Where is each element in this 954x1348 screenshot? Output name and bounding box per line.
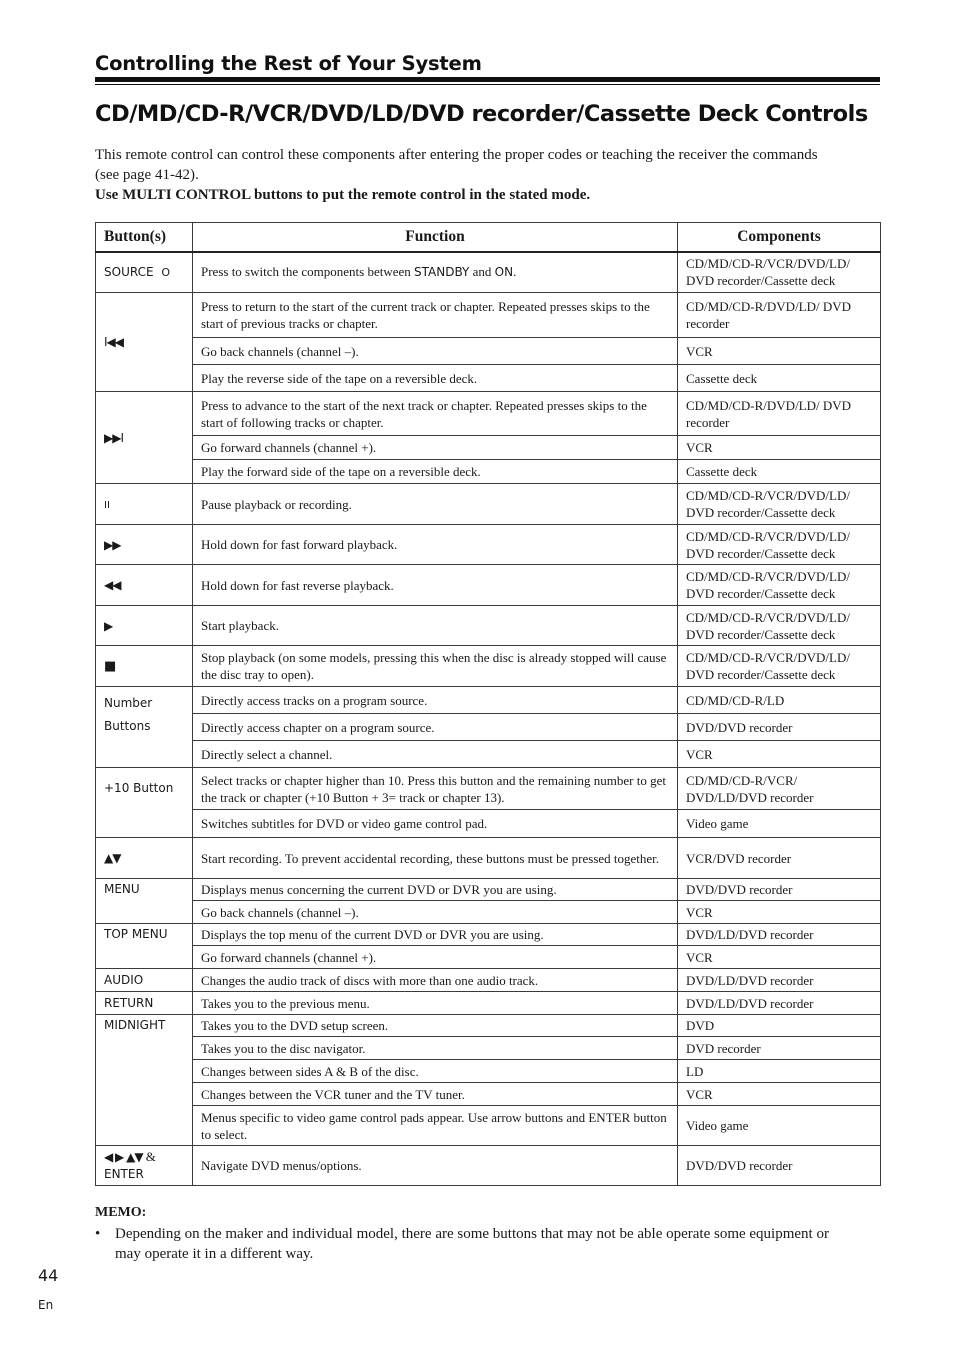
function-cell: Displays the top menu of the current DVD or DVR you are using. [193, 924, 678, 946]
memo-title: MEMO: [95, 1205, 147, 1220]
previous-track-icon: I◀◀ [104, 335, 123, 349]
function-cell: Go forward channels (channel +). [193, 946, 678, 969]
function-cell: Pause playback or recording. [193, 484, 678, 525]
table-row [96, 810, 881, 838]
components-cell: DVD/DVD recorder [678, 1146, 881, 1186]
components-cell: CD/MD/CD-R/LD [678, 687, 881, 714]
table-row [96, 768, 881, 810]
arrow-keys-icon: ◀ ▶ ▲▼ [104, 1150, 143, 1164]
enter-label: ENTER [104, 1167, 144, 1181]
ampersand-label: & [145, 1149, 156, 1164]
components-cell: CD/MD/CD-R/VCR/ DVD/LD/DVD recorder [678, 768, 881, 810]
table-row [96, 565, 881, 606]
table-row [96, 436, 881, 460]
components-cell: CD/MD/CD-R/VCR/DVD/LD/ DVD recorder/Cassette deck [678, 525, 881, 565]
components-cell: DVD [678, 1015, 881, 1037]
components-cell: DVD/LD/DVD recorder [678, 992, 881, 1015]
function-cell: Press to return to the start of the current track or chapter. Repeated presses skips to the start of previous tracks or chapter. [193, 293, 678, 338]
components-cell: VCR [678, 338, 881, 365]
components-cell: Video game [678, 1106, 881, 1146]
button-cell-midnight: MIDNIGHT [96, 1015, 193, 1146]
components-cell: CD/MD/CD-R/DVD/LD/ DVD recorder [678, 392, 881, 436]
function-cell: Start recording. To prevent accidental recording, these buttons must be pressed together. [193, 838, 678, 879]
function-cell: Takes you to the previous menu. [193, 992, 678, 1015]
function-cell: Play the reverse side of the tape on a reversible deck. [193, 365, 678, 392]
table-row [96, 1106, 881, 1146]
components-cell: DVD/DVD recorder [678, 714, 881, 741]
page-title: CD/MD/CD-R/VCR/DVD/LD/DVD recorder/Cassette Deck Controls [95, 101, 868, 127]
components-cell: VCR [678, 1083, 881, 1106]
function-cell: Press to switch the components between STANDBY and ON. [193, 252, 678, 293]
components-cell: LD [678, 1060, 881, 1083]
button-cell-audio: AUDIO [96, 969, 193, 992]
button-cell-top-menu: TOP MENU [96, 924, 193, 969]
header-function: Function [193, 223, 678, 252]
button-cell-previous [96, 293, 193, 392]
function-cell: Press to advance to the start of the next track or chapter. Repeated presses skips to the start of following tracks or chapter. [193, 392, 678, 436]
table-row [96, 741, 881, 768]
table-row [96, 838, 881, 879]
components-cell: VCR/DVD recorder [678, 838, 881, 879]
function-cell: Navigate DVD menus/options. [193, 1146, 678, 1186]
source-label: SOURCE [104, 264, 154, 279]
table-row [96, 484, 881, 525]
on-label: ON [494, 265, 514, 280]
button-cell-plus10: +10 Button [96, 768, 193, 838]
button-cell-rewind [96, 565, 193, 606]
function-cell: Takes you to the DVD setup screen. [193, 1015, 678, 1037]
button-cell-return: RETURN [96, 992, 193, 1015]
components-cell: DVD recorder [678, 1037, 881, 1060]
table-row [96, 392, 881, 436]
button-cell-arrows-enter [96, 1146, 193, 1186]
button-cell-source [96, 252, 193, 293]
header-rule-thin [95, 84, 880, 85]
table-row [96, 1037, 881, 1060]
function-cell: Changes the audio track of discs with more than one audio track. [193, 969, 678, 992]
function-cell: Play the forward side of the tape on a reversible deck. [193, 460, 678, 484]
function-cell: Select tracks or chapter higher than 10. Press this button and the remaining number to get the track or chapter (+10 Button + 3= track or chapter 13). [193, 768, 678, 810]
header-rule-thick [95, 77, 880, 82]
table-row [96, 1015, 881, 1037]
button-cell-fast-forward [96, 525, 193, 565]
function-cell: Go back channels (channel –). [193, 901, 678, 924]
table-row [96, 992, 881, 1015]
header-buttons: Button(s) [96, 223, 193, 252]
intro-text: This remote control can control these components after entering the proper codes or teaching the receiver the commands (see page 41-42). [95, 147, 818, 183]
components-cell: CD/MD/CD-R/VCR/DVD/LD/ DVD recorder/Cassette deck [678, 646, 881, 687]
function-cell: Directly access chapter on a program source. [193, 714, 678, 741]
function-cell: Stop playback (on some models, pressing this when the disc is already stopped will cause the disc tray to open). [193, 646, 678, 687]
components-cell: CD/MD/CD-R/VCR/DVD/LD/ DVD recorder/Cassette deck [678, 484, 881, 525]
table-row [96, 525, 881, 565]
table-row [96, 1083, 881, 1106]
components-cell: CD/MD/CD-R/DVD/LD/ DVD recorder [678, 293, 881, 338]
table-row [96, 969, 881, 992]
function-cell: Changes between sides A & B of the disc. [193, 1060, 678, 1083]
button-cell-next [96, 392, 193, 484]
table-row [96, 252, 881, 293]
table-row [96, 1060, 881, 1083]
table-row [96, 606, 881, 646]
function-cell: Menus specific to video game control pads appear. Use arrow buttons and ENTER button to select. [193, 1106, 678, 1146]
table-row [96, 946, 881, 969]
table-row [96, 293, 881, 338]
table-row [96, 714, 881, 741]
components-cell: DVD/DVD recorder [678, 879, 881, 901]
function-cell: Takes you to the disc navigator. [193, 1037, 678, 1060]
memo-item-text: Depending on the maker and individual model, there are some buttons that may not be able operate some equipment or may operate it in a different way. [115, 1226, 829, 1262]
table-row [96, 924, 881, 946]
components-cell: Cassette deck [678, 365, 881, 392]
next-track-icon: ▶▶I [104, 430, 123, 445]
button-cell-pause [96, 484, 193, 525]
section-title: Controlling the Rest of Your System [95, 52, 482, 75]
button-cell-play [96, 606, 193, 646]
button-cell-stop [96, 646, 193, 687]
function-cell: Directly access tracks on a program source. [193, 687, 678, 714]
table-row [96, 338, 881, 365]
bullet-icon: • [95, 1226, 101, 1242]
page-language: En [38, 1298, 54, 1312]
table-row [96, 460, 881, 484]
button-cell-menu: MENU [96, 879, 193, 924]
instruction-text: Use MULTI CONTROL buttons to put the remote control in the stated mode. [95, 187, 591, 203]
number-buttons-label-1: Number [104, 696, 153, 710]
components-cell: VCR [678, 901, 881, 924]
function-cell: Switches subtitles for DVD or video game control pad. [193, 810, 678, 838]
stop-icon: ■ [104, 659, 117, 674]
table-row [96, 1146, 881, 1186]
table-row [96, 365, 881, 392]
components-cell: CD/MD/CD-R/VCR/DVD/LD/ DVD recorder/Cassette deck [678, 252, 881, 293]
standby-label: STANDBY [414, 265, 470, 280]
up-down-arrow-icon: ▲▼ [104, 851, 121, 865]
function-cell: Start playback. [193, 606, 678, 646]
memo-list [95, 1224, 855, 1264]
number-buttons-label-2: Buttons [104, 719, 151, 733]
pause-icon: II [104, 499, 110, 511]
components-cell: Video game [678, 810, 881, 838]
table-row [96, 901, 881, 924]
play-icon: ▶ [104, 618, 113, 633]
button-cell-record [96, 838, 193, 879]
function-cell: Go forward channels (channel +). [193, 436, 678, 460]
table-row [96, 879, 881, 901]
components-cell: CD/MD/CD-R/VCR/DVD/LD/ DVD recorder/Cassette deck [678, 606, 881, 646]
table-row [96, 646, 881, 687]
table-header-row [96, 223, 881, 252]
components-cell: VCR [678, 741, 881, 768]
page-number: 44 [38, 1266, 59, 1285]
controls-table [95, 222, 881, 1186]
function-cell: Directly select a channel. [193, 741, 678, 768]
components-cell: DVD/LD/DVD recorder [678, 969, 881, 992]
components-cell: CD/MD/CD-R/VCR/DVD/LD/ DVD recorder/Cassette deck [678, 565, 881, 606]
rewind-icon: ◀◀ [104, 578, 121, 592]
components-cell: VCR [678, 946, 881, 969]
function-cell: Hold down for fast reverse playback. [193, 565, 678, 606]
components-cell: VCR [678, 436, 881, 460]
components-cell: Cassette deck [678, 460, 881, 484]
function-cell: Hold down for fast forward playback. [193, 525, 678, 565]
components-cell: DVD/LD/DVD recorder [678, 924, 881, 946]
header-components: Components [678, 223, 881, 252]
function-cell: Changes between the VCR tuner and the TV tuner. [193, 1083, 678, 1106]
table-row [96, 687, 881, 714]
memo-item [95, 1224, 855, 1264]
function-cell: Displays menus concerning the current DVD or DVR you are using. [193, 879, 678, 901]
button-cell-number-buttons [96, 687, 193, 768]
function-cell: Go back channels (channel –). [193, 338, 678, 365]
fast-forward-icon: ▶▶ [104, 537, 121, 552]
power-icon: O [161, 265, 171, 279]
